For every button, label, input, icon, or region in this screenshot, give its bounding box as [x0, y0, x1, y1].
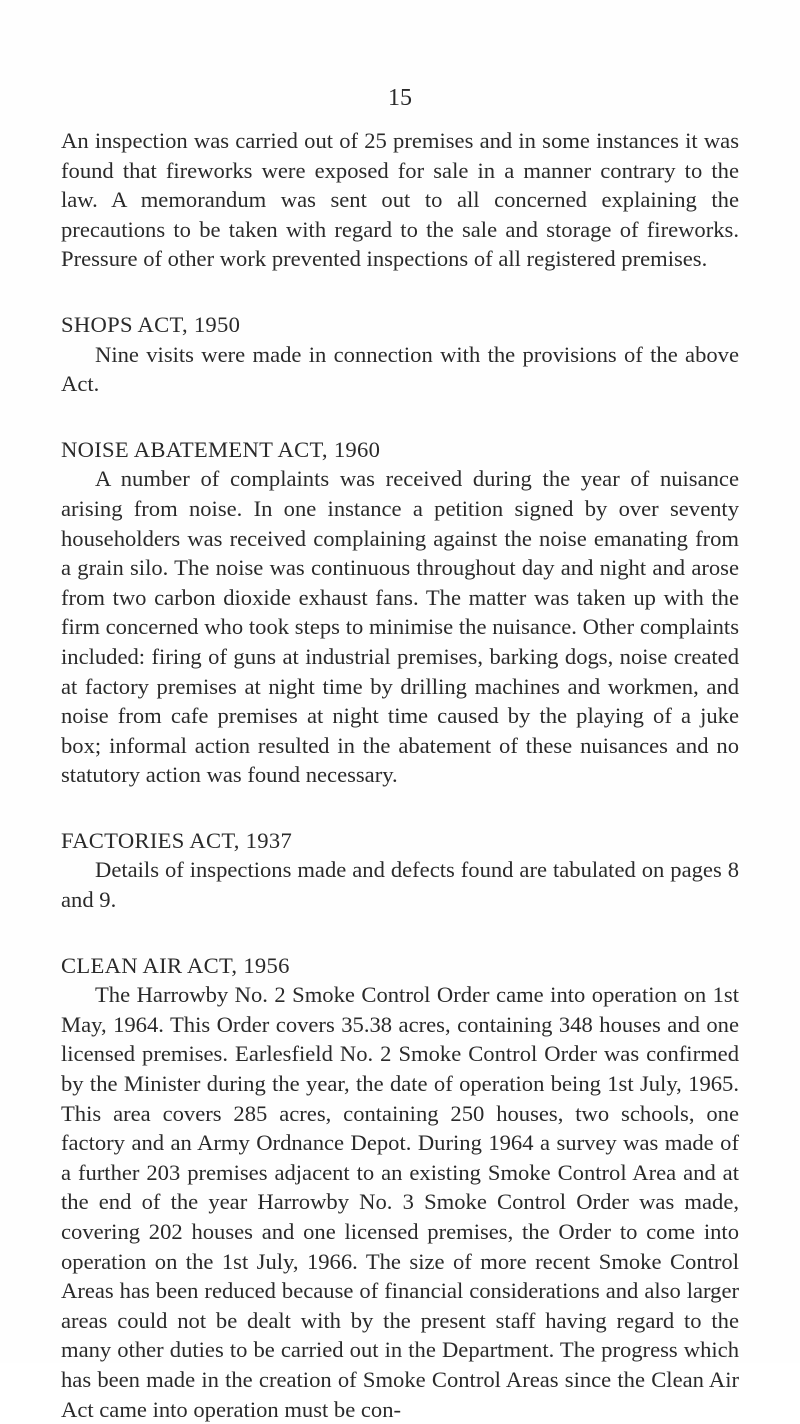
section-heading: SHOPS ACT, 1950 — [61, 311, 241, 337]
page-number: 15 — [388, 85, 412, 111]
section-body: Nine visits were made in connection with the provisions of the above Act. — [61, 341, 739, 397]
section-body: A number of complaints was received during the year of nuisance arising from noise. In one instance a petition signed by over seventy householders was received complaining against the noise emanating from a grain silo. The noise was continuous throughout day and night and arose from two carbon dioxide exhaust fans. The matter was taken up with the firm concerned who took steps to minimise the nuisance. Other complaints included: firing of guns at industrial premises, barking dogs, noise created at factory premises at night time by drilling machines and workmen, and noise from cafe premises at night time caused by the playing of a juke box; informal action resulted in the abatement of these nuisances and no statutory action was found necessary. — [61, 466, 739, 788]
section-body: The Harrowby No. 2 Smoke Control Order came into operation on 1st May, 1964. This Order covers 35.38 acres, containing 348 houses and one licensed premises. Earlesfield No. 2 Smoke Control Order was confirmed by the Minister during the year, the date of operation being 1st July, 1965. This area covers 285 acres, containing 250 houses, two schools, one factory and an Army Ordnance Depot. During 1964 a survey was made of a further 203 premises adjacent to an existing Smoke Control Area and at the end of the year Harrowby No. 3 Smoke Control Order was made, covering 202 houses and one licensed premises, the Order to come into operation on the 1st July, 1966. The size of more recent Smoke Control Areas has been reduced because of financial considerations and also larger areas could not be dealt with by the present staff having regard to the many other duties to be carried out in the Department. The progress which has been made in the creation of Smoke Control Areas since the Clean Air Act came into operation must be con- — [61, 982, 739, 1422]
intro-paragraph: An inspection was carried out of 25 premises and in some instances it was found that fireworks were exposed for sale in a manner contrary to the law. A memorandum was sent out to all concerned explaining the precautions to be taken with regard to the sale and storage of fireworks. Pressure of other work prevented inspections of all registered premises. — [61, 128, 739, 272]
page-body — [61, 126, 739, 1424]
section-noise-abatement-act — [61, 435, 739, 790]
section-heading: NOISE ABATEMENT ACT, 1960 — [61, 436, 381, 462]
section-clean-air-act — [61, 951, 739, 1424]
section-heading: FACTORIES ACT, 1937 — [61, 827, 293, 853]
section-heading: CLEAN AIR ACT, 1956 — [61, 952, 290, 978]
section-factories-act — [61, 826, 739, 915]
section-shops-act — [61, 310, 739, 399]
section-body: Details of inspections made and defects found are tabulated on pages 8 and 9. — [61, 857, 739, 913]
